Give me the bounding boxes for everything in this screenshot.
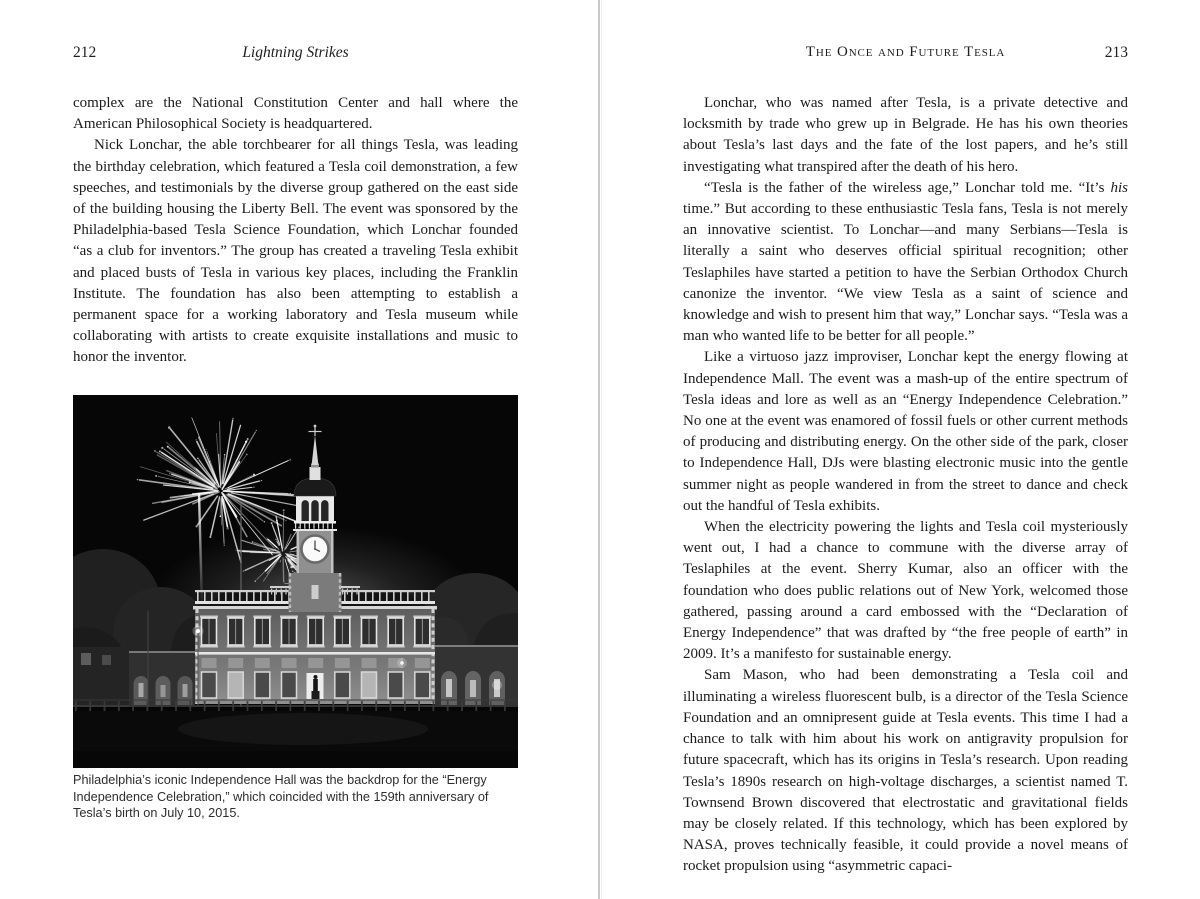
paragraph: Lonchar, who was named after Tesla, is a private detective and locksmith by trade who grew up in Belgrade. He has his own theories about Tesla’s last days and the fate of the lost papers, and he’s still investigating what transpired after the death of his hero. [683,95,1128,175]
paragraph: complex are the National Constitution Center and hall where the American Philosophical Society is headquartered. [73,95,518,133]
independence-hall-photo [73,395,518,768]
foreground-lawn [73,711,518,768]
main-facade [195,609,435,704]
right-wing-arcade [435,645,518,705]
page-gutter-highlight [601,0,602,899]
page-left [73,0,518,899]
page-number-right: 213 [1104,44,1128,61]
paragraph: When the electricity powering the lights and Tesla coil mysteriously went out, I had a chance to commune with the diverse array of Teslaphiles at the event. Sherry Kumar, also an officer with the foundation who does public relations out of New York, welcomed those gathered, passing around a card embossed with the “Declaration of Energy Independence” that was drafted by “the free people of earth” in 2009. It’s a manifesto for sustainable energy. [683,519,1128,663]
body-text-left [73,93,518,369]
paragraph: “Tesla is the father of the wireless age,” Lonchar told me. “It’s his time.” But according to these enthusiastic Tesla fans, Tesla is not merely an innovative scientist. To Lonchar—and many Serbians—Tesla is literally a saint who deserves official spiritual recognition; other Teslaphiles have started a petition to have the Serbian Orthodox Church canonize the inventor. “We view Tesla as a saint of science and knowledge and wish to present him that way,” Lonchar says. “Tesla was a man who wanted life to be better for all people.” [683,179,1128,345]
left-wing-arcade [73,647,195,707]
photo-caption: Philadelphia’s iconic Independence Hall was the backdrop for the “Energy Independence Celebration,” which coincided with the 159th anniversary of Tesla’s birth on July 10, 2015. [73,773,489,820]
paragraph: Like a virtuoso jazz improviser, Lonchar kept the energy flowing at Independence Mall. The event was a mash-up of the entire spectrum of Tesla ideas and lore as well as an “Energy Independence Celebration.” No one at the event was enamored of fossil fuels or other current methods of producing and distributing energy. On the other side of the park, closer to Independence Hall, DJs were blasting electronic music into the gentle summer night as people wandered in from the street to dance and check out the handful of Tesla exhibits. [683,349,1128,514]
running-head-right: The Once and Future Tesla [805,44,1006,60]
photo-illustration [73,395,518,768]
paragraph: Nick Lonchar, the able torchbearer for all things Tesla, was leading the birthday celebration, which featured a Tesla coil demonstration, a few speeches, and testimonials by the diverse group gathered on the east side of the building housing the Liberty Bell. The event was sponsored by the Philadelphia-based Tesla Science Foundation, which Lonchar founded “as a club for inventors.” The group has created a traveling Tesla exhibit and placed busts of Tesla in various key places, including the Franklin Institute. The foundation has also been attempting to establish a permanent space for a working laboratory and Tesla museum while collaborating with artists to create exquisite installations and music to honor the inventor. [73,137,518,366]
page-number-left: 212 [73,44,97,61]
lantern [310,467,321,480]
paragraph: Sam Mason, who had been demonstrating a Tesla coil and illuminating a wireless fluorescent bulb, is a director of the Tesla Science Foundation and an omnipresent guide at Tesla events. This time I had a chance to talk with him about his work on antigravity propulsion for future spacecraft, which has its origins in Tesla’s research. Upon reading Tesla’s 1890s research on high-voltage discharges, a scientist named T. Townsend Brown discovered that electrostatic and gravitational fields may be closely related. If this technology, which has been explored by NASA, proves technically feasible, it could provide a novel means of rocket propulsion using “asymmetric capaci- [683,667,1128,875]
body-text-right [683,93,1128,878]
page-right [683,0,1128,899]
running-head-left: Lightning Strikes [242,44,349,61]
page-gutter-line [598,0,600,899]
running-header-left [73,44,518,66]
running-header-right [683,44,1128,66]
